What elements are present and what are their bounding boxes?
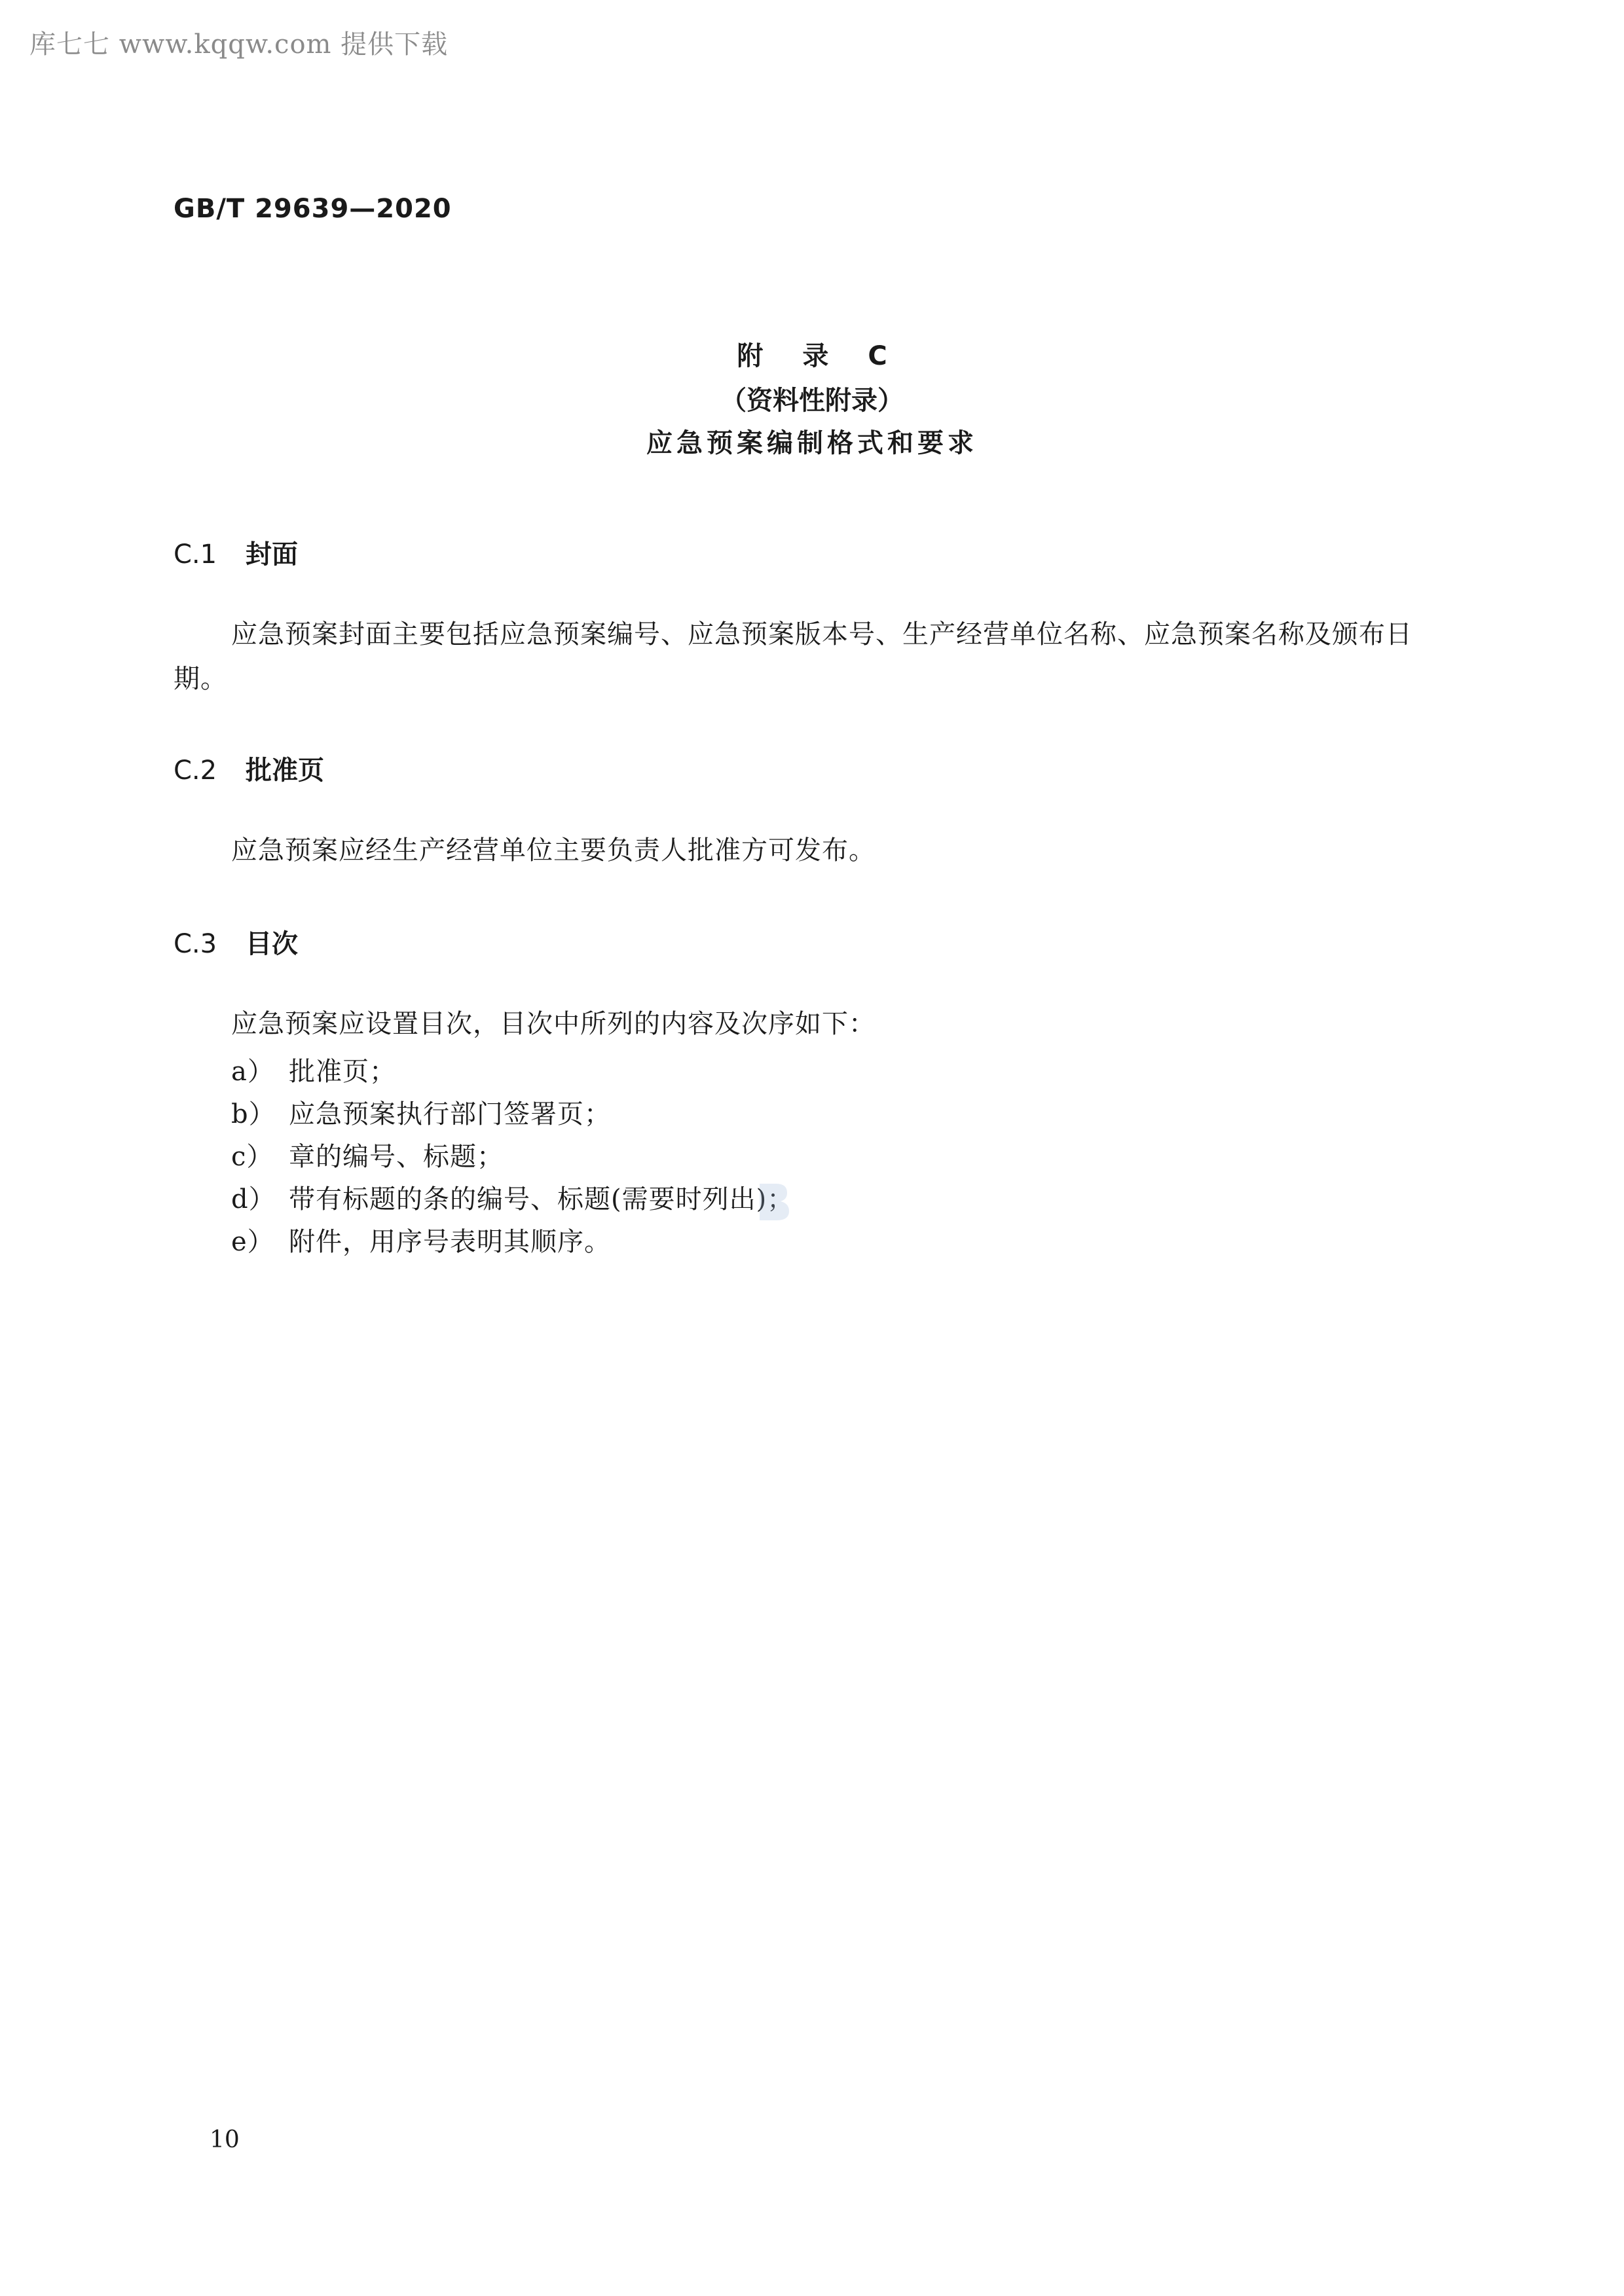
list-item [231, 1051, 396, 1088]
site-watermark: 库七七 www.kqqw.com 提供下载 [29, 29, 449, 60]
appendix-name: 应急预案编制格式和要求 [646, 428, 978, 458]
list-item [231, 1221, 611, 1258]
list-marker: d） [231, 1184, 276, 1214]
list-text: 带有标题的条的编号、标题(需要时列出)； [289, 1184, 794, 1214]
list-item [231, 1093, 611, 1131]
section-number: C.3 [174, 929, 217, 959]
appendix-type: （资料性附录） [720, 386, 904, 416]
list-item [231, 1178, 794, 1216]
list-marker: c） [231, 1142, 274, 1172]
list-marker: e） [231, 1227, 274, 1257]
appendix-title-word2: 录 [802, 341, 829, 371]
section-heading-c3 [174, 923, 298, 960]
faint-logo-mark [753, 1178, 792, 1224]
appendix-title-letter: C [868, 341, 887, 371]
appendix-title [0, 335, 1624, 373]
list-marker: a） [231, 1057, 274, 1087]
list-item [231, 1136, 504, 1173]
section-title: 封面 [246, 539, 298, 570]
section-title: 批准页 [246, 756, 324, 786]
section-paragraph-c2: 应急预案应经生产经营单位主要负责人批准方可发布。 [231, 835, 876, 866]
section-number: C.2 [174, 756, 217, 786]
section-heading-c1 [174, 534, 298, 571]
section-heading-c2 [174, 750, 324, 787]
section-title: 目次 [246, 929, 298, 959]
list-marker: b） [231, 1099, 276, 1129]
appendix-title-word1: 附 [737, 341, 764, 371]
standard-number: GB/T 29639—2020 [174, 194, 452, 224]
section-paragraph-c1: 应急预案封面主要包括应急预案编号、应急预案版本号、生产经营单位名称、应急预案名称及颁布日期。 [174, 619, 1412, 694]
list-text: 附件，用序号表明其顺序。 [289, 1227, 611, 1257]
section-number: C.1 [174, 539, 217, 570]
section-paragraph-c3: 应急预案应设置目次，目次中所列的内容及次序如下： [231, 1009, 876, 1039]
list-text: 应急预案执行部门签署页； [289, 1099, 611, 1129]
list-text: 批准页； [289, 1057, 396, 1087]
list-text: 章的编号、标题； [289, 1142, 504, 1172]
page-number: 10 [210, 2126, 240, 2153]
